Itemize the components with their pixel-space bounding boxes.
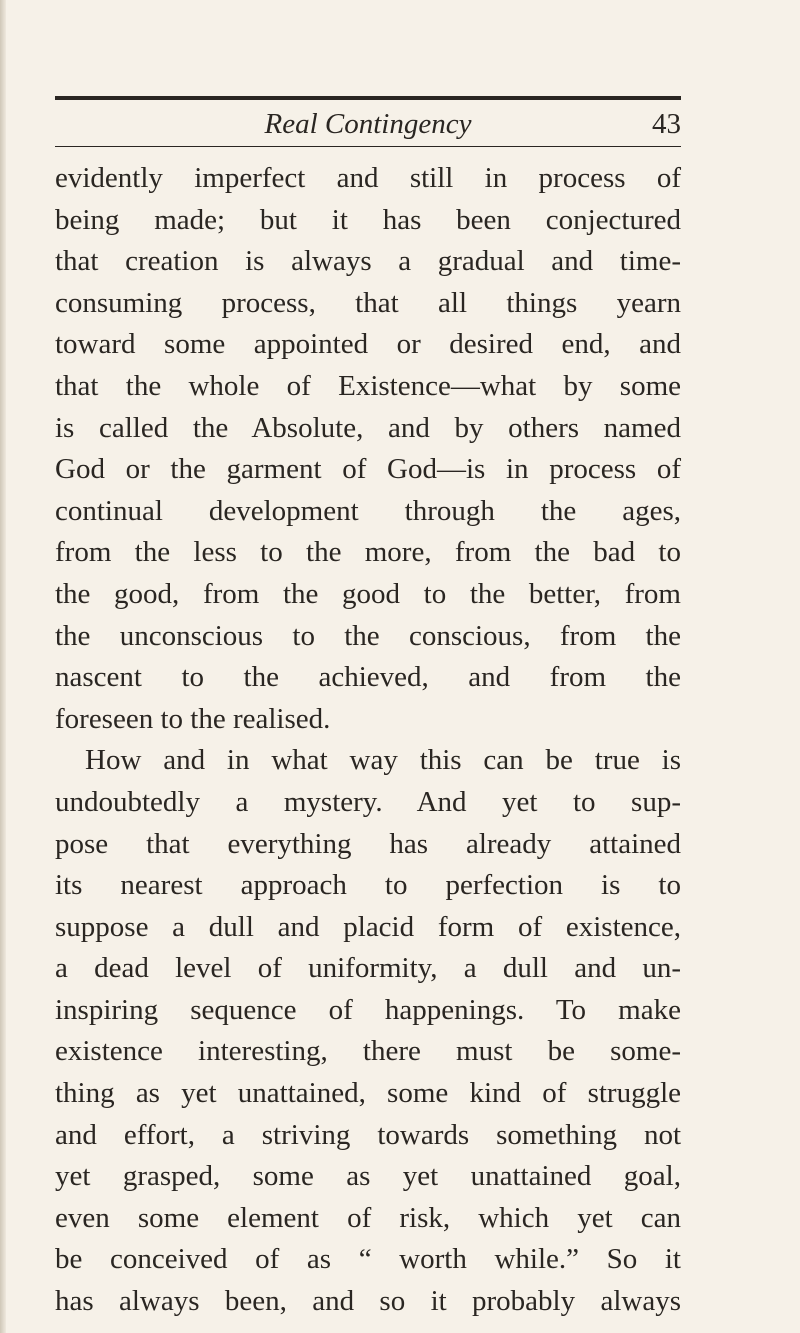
running-title: Real Contingency	[264, 108, 472, 140]
text-line: existence interesting, there must be some-	[55, 1035, 681, 1068]
text-line: a dead level of uniformity, a dull and un-	[55, 952, 681, 985]
text-line: be conceived of as “ worth while.” So it	[55, 1243, 681, 1276]
text-line: has always been, and so it probably always	[55, 1285, 681, 1318]
text-line-paragraph-end: foreseen to the realised.	[55, 702, 331, 735]
page-number: 43	[652, 108, 681, 140]
header-rule-top	[55, 96, 681, 100]
body-text	[55, 158, 681, 1323]
text-line: inspiring sequence of happenings. To make	[55, 993, 681, 1026]
text-line: is called the Absolute, and by others named	[55, 411, 681, 444]
text-line: and effort, a striving towards something not	[55, 1118, 681, 1151]
text-line: even some element of risk, which yet can	[55, 1201, 681, 1234]
text-line: undoubtedly a mystery. And yet to sup-	[55, 785, 681, 818]
text-line: continual development through the ages,	[55, 494, 681, 527]
text-line: suppose a dull and placid form of existence,	[55, 910, 681, 943]
text-line: that creation is always a gradual and time-	[55, 245, 681, 278]
text-line: from the less to the more, from the bad to	[55, 536, 681, 569]
text-line: yet grasped, some as yet unattained goal,	[55, 1160, 681, 1193]
header-rule-bottom	[55, 146, 681, 147]
text-line: the good, from the good to the better, from	[55, 577, 681, 610]
text-line: the unconscious to the conscious, from the	[55, 619, 681, 652]
text-line: evidently imperfect and still in process of	[55, 162, 681, 194]
text-line: being made; but it has been conjectured	[55, 203, 681, 236]
text-line-paragraph-start: How and in what way this can be true is	[85, 744, 681, 777]
text-line: pose that everything has already attained	[55, 827, 681, 860]
text-line: its nearest approach to perfection is to	[55, 869, 681, 902]
text-line: toward some appointed or desired end, and	[55, 328, 681, 361]
text-line: God or the garment of God—is in process of	[55, 453, 681, 486]
running-header	[55, 104, 681, 148]
text-line: nascent to the achieved, and from the	[55, 661, 681, 694]
text-line: that the whole of Existence—what by some	[55, 369, 681, 402]
page-gutter-shadow	[0, 0, 6, 1333]
text-line: consuming process, that all things yearn	[55, 286, 681, 319]
text-line: thing as yet unattained, some kind of struggle	[55, 1077, 681, 1110]
